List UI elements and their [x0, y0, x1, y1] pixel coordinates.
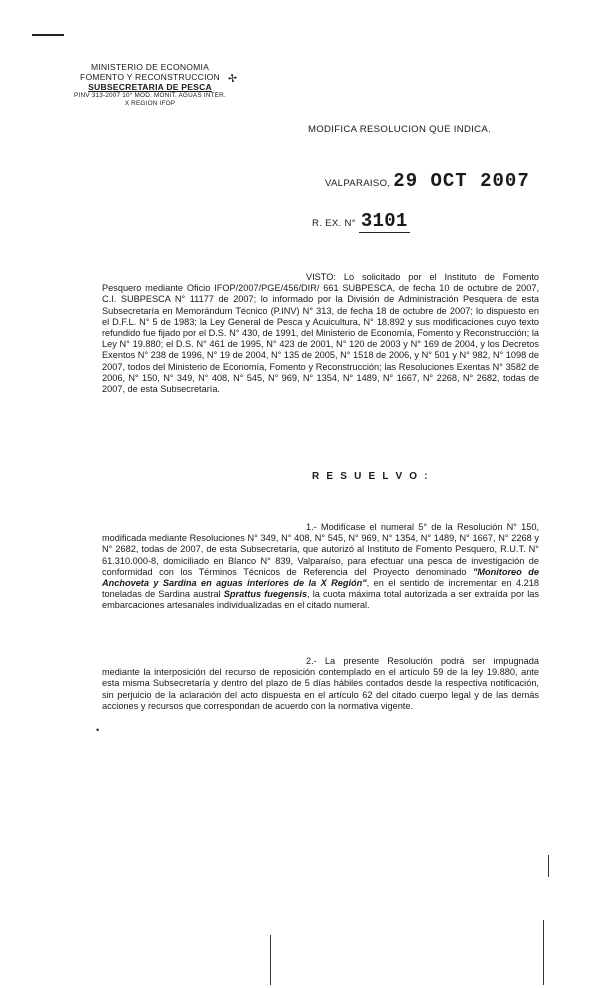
subsecretaria-label: SUBSECRETARIA DE PESCA	[88, 82, 212, 92]
scan-artifact-line	[543, 920, 544, 985]
visto-lead: VISTO:	[306, 272, 336, 282]
date-line	[325, 170, 530, 192]
resuelvo-item-2	[102, 656, 539, 712]
scan-artifact-line	[270, 935, 271, 985]
scan-artifact-line	[548, 855, 549, 877]
visto-text: Lo solicitado por el Instituto de Fomento Pesquero mediante Oficio IFOP/2007/PGE/456/DIR/ 661 SUBPESCA, de fecha 10 de octubre de 2007, C.I. SUBPESCA N° 11177 de 2007; lo informado por la División de Administración Pesquera de esta Subsecretaría en Memorándum Técnico (P.INV) N° 313, de fecha 18 de octubre de 2007; lo dispuesto en el D.F.L. N° 5 de 1983; la Ley General de Pesca y Acuicultura, N° 18.892 y sus modificaciones cuyo texto refundido fue fijado por el D.S. N° 430, de 1991, del Ministerio de Economía, Fomento y Reconstrucción; la Ley N° 19.880; el D.S. N° 461 de 1995, N° 423 de 2001, N° 120 de 2003 y N° 169 de 2004, y los Decretos Exentos N° 238 de 1996, N° 19 de 2004, N° 135 de 2005, N° 1518 de 2006, y N° 501 y N° 982, N° 1098 de 2007, todos del Ministerio de Economía, Fomento y Reconstrucción; las Resoluciones Exentas N° 3582 de 2006, N° 150, N° 349, N° 408, N° 545, N° 969, N° 1354, N° 1489, N° 1667, N° 2268, N° 2682, todas de 2007, de esta Subsecretaría.	[102, 272, 539, 395]
ministry-line-1: MINISTERIO DE ECONOMIA	[90, 62, 210, 72]
rex-prefix: R. EX. N°	[312, 218, 356, 229]
resuelvo-1-mid: , en el sentido de incrementar en 4.218 toneladas de Sardina austral	[102, 578, 539, 600]
ministry-line-2: FOMENTO Y RECONSTRUCCION	[80, 72, 220, 82]
resuelvo-1-tail: la cuota máxima total autorizada a ser extraída por las embarcaciones artesanales individualizadas en el citado numeral.	[102, 589, 539, 611]
reference-line-2: X REGION IFOP	[124, 100, 176, 107]
letterhead	[40, 62, 260, 108]
visto-paragraph	[102, 272, 539, 395]
resuelvo-heading: R E S U E L V O :	[312, 471, 430, 482]
resuelvo-1-lead: 1.- Modifícase el numeral 5° de la Resolución N° 150, modificada mediante Resoluciones N° 349, N° 408, N° 545, N° 969, N° 1354, N° 1489, N° 1667, N° 2268 y N° 2682, todas de 2007, de esta Subsecretaría, que autorizó al Instituto de Fomento Pesquero, R.U.T. N° 61.310.000-8, domiciliado en Blanco N° 839, Valparaíso, para efectuar una pesca de investigación de conformidad con los Términos Técnicos de Referencia del Proyecto denominado	[102, 522, 539, 577]
resuelvo-2-text: 2.- La presente Resolución podrá ser impugnada mediante la interposición del recurso de reposición contemplado en el artículo 59 de la ley 19.880, ante esta misma Subsecretaría y dentro del plazo de 5 días hábiles contados desde la respectiva notificación, sin perjuicio de la aclaración del acto dispuesta en el artículo 62 del citado cuerpo legal y de las demás acciones y recursos que correspondan de acuerdo con la normativa vigente.	[102, 656, 539, 711]
resolution-number-line	[312, 210, 410, 232]
document-subject: MODIFICA RESOLUCION QUE INDICA.	[308, 124, 492, 135]
date-prefix: VALPARAISO,	[325, 178, 391, 189]
margin-mark-icon: •	[96, 725, 100, 735]
reference-line-1: PINV 313-2007 10° MOD. MONIT. AGUAS INTER.	[74, 92, 226, 99]
resuelvo-1-species: Sprattus fuegensis	[223, 589, 308, 600]
rex-number: 3101	[360, 210, 408, 232]
top-rule	[32, 34, 64, 36]
resuelvo-1-project: "Monitoreo de Anchoveta y Sardina en aguas interiores de la X Región"	[102, 566, 540, 589]
date-handwritten: 29 OCT 2007	[393, 170, 530, 192]
resuelvo-item-1: 1.- Modifícase el numeral 5° de la Resolución N° 150, modificada mediante Resoluciones N° 349, N° 408, N° 545, N° 969, N° 1354, N° 1489, N° 1667, N° 2268 y N° 2682, todas de 2007, de esta Subsecretaría, que autorizó al Instituto de Fomento Pesquero, R.U.T. N° 61.310.000-8, domiciliado en Blanco N° 839, Valparaíso, para efectuar una pesca de investigación de conformidad con los Términos Técnicos de Referencia del Proyecto denominado "Monitoreo de Anchoveta y Sardina en aguas interiores de la X Región", en el sentido de incrementar en 4.218 toneladas de Sardina austral Sprattus fuegensis, la cuota máxima total autorizada a ser extraída por las embarcaciones artesanales individualizadas en el citado numeral.	[102, 522, 540, 611]
initials-mark-icon: ✢	[227, 72, 239, 86]
